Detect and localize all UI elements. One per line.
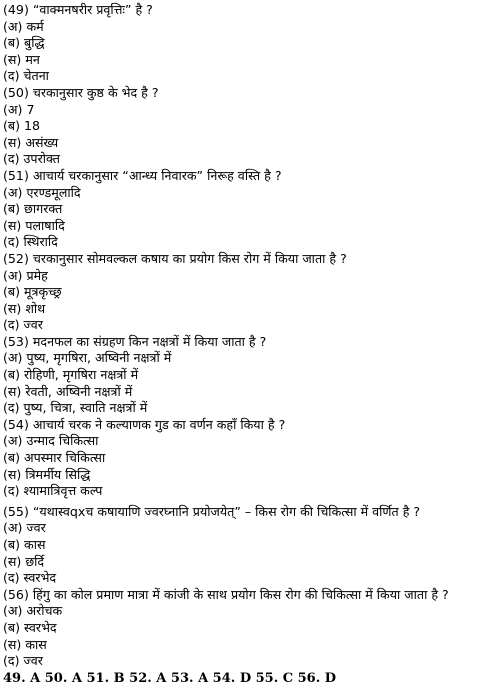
- question-stem: (54) आचार्य चरक ने कल्याणक गुड का वर्णन कहाँ किया है ?: [3, 416, 286, 432]
- answer-option: (अ) ज्वर: [3, 520, 46, 536]
- answer-option: (द) उपरोक्त: [3, 151, 60, 167]
- answer-option: (अ) पुष्य, मृगषिरा, अष्विनी नक्षत्रों में: [3, 350, 172, 366]
- question-block: [3, 417, 497, 504]
- question-stem: (49) “वाक्मनषरीर प्रवृत्तिः” है ?: [3, 2, 153, 17]
- question-block: [3, 504, 497, 587]
- answer-key: 49. A 50. A 51. B 52. A 53. A 54. D 55. C 56. D: [3, 670, 337, 686]
- answer-option: (ब) मूत्रकृच्छ्र: [3, 284, 62, 300]
- answer-option: (स) छर्दि: [3, 553, 45, 569]
- question-block: [3, 587, 497, 670]
- answer-option: (ब) छागरक्त: [3, 201, 63, 217]
- answer-option: (स) पलाषादि: [3, 217, 65, 233]
- answer-option: (ब) 18: [3, 118, 41, 134]
- answer-option: (द) श्यामात्रिवृत्त कल्प: [3, 483, 103, 499]
- answer-option: (द) चेतना: [3, 68, 49, 84]
- answer-option: (अ) एरण्डमूलादि: [3, 184, 81, 200]
- answer-option: (ब) रोहिणी, मृगषिरा नक्षत्रों में: [3, 367, 139, 383]
- answer-option: (ब) बुद्धि: [3, 35, 45, 51]
- question-stem: (52) चरकानुसार सोमवल्कल कषाय का प्रयोग किस रोग में किया जाता है ?: [3, 250, 347, 266]
- answer-option: (द) ज्वर: [3, 317, 43, 333]
- answer-option: (द) स्वरभेद: [3, 570, 57, 586]
- question-stem: (51) आचार्य चरकानुसार “आन्ध्य निवारक” निरूह वस्ति है ?: [3, 167, 282, 183]
- answer-option: (ब) स्वरभेद: [3, 619, 57, 635]
- question-block: [3, 251, 497, 334]
- answer-option: (अ) प्रमेह: [3, 267, 48, 283]
- question-stem: (53) मदनफल का संग्रहण किन नक्षत्रों में किया जाता है ?: [3, 333, 267, 349]
- answer-option: (द) ज्वर: [3, 653, 43, 669]
- question-block: [3, 2, 497, 85]
- answer-option: (ब) कास: [3, 537, 46, 552]
- answer-option: (स) शोथ: [3, 300, 46, 316]
- question-stem: (56) हिंगु का कोल प्रमाण मात्रा में कांजी के साथ प्रयोग किस रोग की चिकित्सा में किया जाता है ?: [3, 586, 449, 602]
- answer-option: (ब) अपस्मार चिकित्सा: [3, 450, 106, 466]
- answer-option: (स) त्रिमर्मीय सिद्धि: [3, 466, 91, 482]
- answer-option: (द) पुष्य, चित्रा, स्वाति नक्षत्रों में: [3, 400, 148, 416]
- answer-option: (स) असंख्य: [3, 134, 59, 150]
- answer-option: (स) रेवती, अष्विनी नक्षत्रों में: [3, 383, 133, 399]
- answer-option: (अ) 7: [3, 101, 35, 117]
- answer-option: (अ) कर्म: [3, 18, 44, 34]
- answer-option: (द) स्थिरादि: [3, 234, 58, 250]
- question-stem: (50) चरकानुसार कुष्ठ के भेद है ?: [3, 84, 159, 100]
- answer-option: (अ) उन्माद चिकित्सा: [3, 433, 99, 449]
- question-stem: (55) “यथास्वqxच कषायाणि ज्वरघ्नानि प्रयोजयेत्” – किस रोग की चिकित्सा में वर्णित है ?: [3, 503, 421, 519]
- question-block: [3, 85, 497, 168]
- question-list: [3, 2, 497, 670]
- question-block: [3, 334, 497, 417]
- question-page: [3, 2, 497, 687]
- answer-option: (स) मन: [3, 51, 40, 67]
- answer-option: (स) कास: [3, 636, 47, 652]
- question-block: [3, 168, 497, 251]
- answer-option: (अ) अरोचक: [3, 603, 63, 619]
